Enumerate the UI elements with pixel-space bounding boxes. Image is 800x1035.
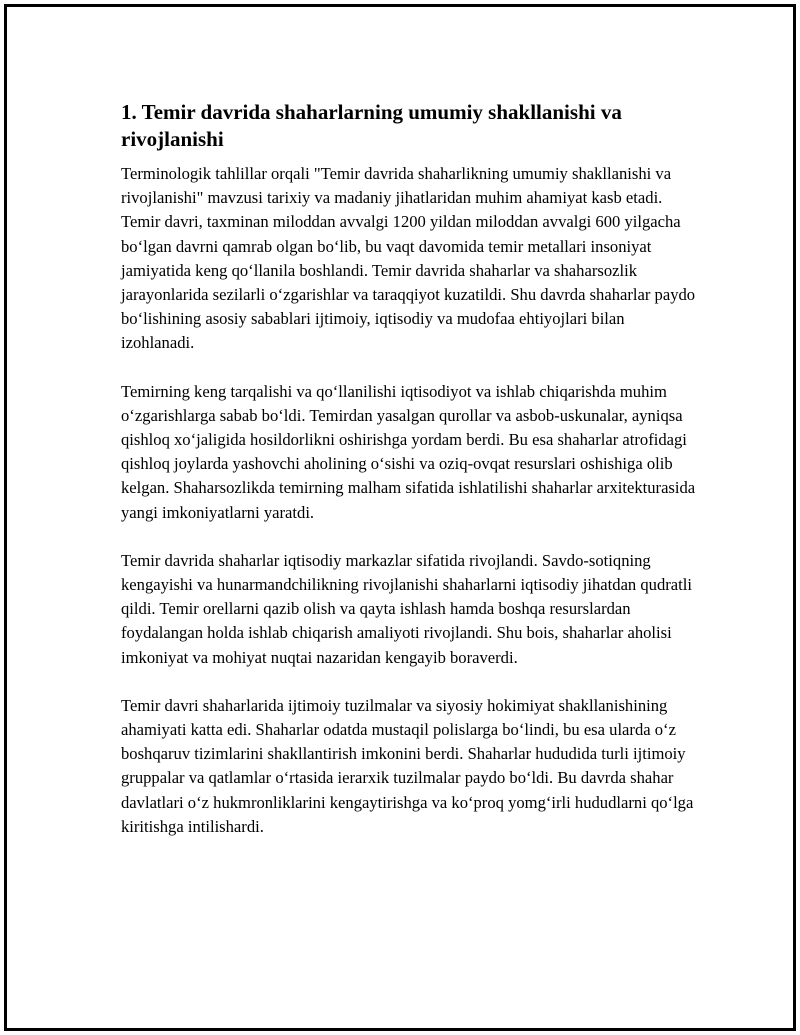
page-frame bbox=[4, 4, 796, 1031]
paragraph-1: Terminologik tahlillar orqali "Temir davrida shaharlikning umumiy shakllanishi va rivojlanishi" mavzusi tarixiy va madaniy jihatlaridan muhim ahamiyat kasb etadi. Temir davri, taxminan miloddan avvalgi 1200 yildan miloddan avvalgi 600 yilgacha bo‘lgan davrni qamrab olgan bo‘lib, bu vaqt davomida temir metallari insoniyat jamiyatida keng qo‘llanila boshlandi. Temir davrida shaharlar va shaharsozlik jarayonlarida sezilarli o‘zgarishlar va taraqqiyot kuzatildi. Shu davrda shaharlar paydo bo‘lishining asosiy sabablari ijtimoiy, iqtisodiy va mudofaa ehtiyojlari bilan izohlanadi. bbox=[121, 164, 696, 353]
paragraph-2: Temirning keng tarqalishi va qo‘llanilishi iqtisodiyot va ishlab chiqarishda muhim o‘zgarishlarga sabab bo‘ldi. Temirdan yasalgan qurollar va asbob-uskunalar, ayniqsa qishloq xo‘jaligida hosildorlikni oshirishga yordam berdi. Bu esa shaharlar atrofidagi qishloq joylarda yashovchi aholining o‘sishi va oziq-ovqat resurslari oshishiga olib kelgan. Shaharsozlikda temirning malham sifatida ishlatilishi shaharlar arxitekturasida yangi imkoniyatlarni yaratdi. bbox=[121, 381, 696, 522]
paragraph-3: Temir davrida shaharlar iqtisodiy markazlar sifatida rivojlandi. Savdo-sotiqning kengayishi va hunarmandchilikning rivojlanishi shaharlarni iqtisodiy jihatdan qudratli qildi. Temir orellarni qazib olish va qayta ishlash hamda boshqa resurslardan foydalangan holda ishlab chiqarish amaliyoti rivojlandi. Shu bois, shaharlar aholisi imkoniyat va mohiyat nuqtai nazaridan kengayib boraverdi. bbox=[121, 550, 692, 667]
document-body bbox=[121, 99, 701, 863]
paragraph-4: Temir davri shaharlarida ijtimoiy tuzilmalar va siyosiy hokimiyat shakllanishining ahamiyati katta edi. Shaharlar odatda mustaqil polislarga bo‘lindi, bu esa ularda o‘z boshqaruv tizimlarini shakllantirish imkonini berdi. Shaharlar hududida turli ijtimoiy gruppalar va qatlamlar o‘rtasida ierarxik tuzilmalar paydo bo‘ldi. Bu davrda shahar davlatlari o‘z hukmronliklarini kengaytirishga va ko‘proq yomg‘irli hududlarni qo‘lga kiritishga intilishardi. bbox=[121, 695, 694, 836]
section-heading: 1. Temir davrida shaharlarning umumiy shakllanishi va rivojlanishi bbox=[121, 100, 622, 151]
